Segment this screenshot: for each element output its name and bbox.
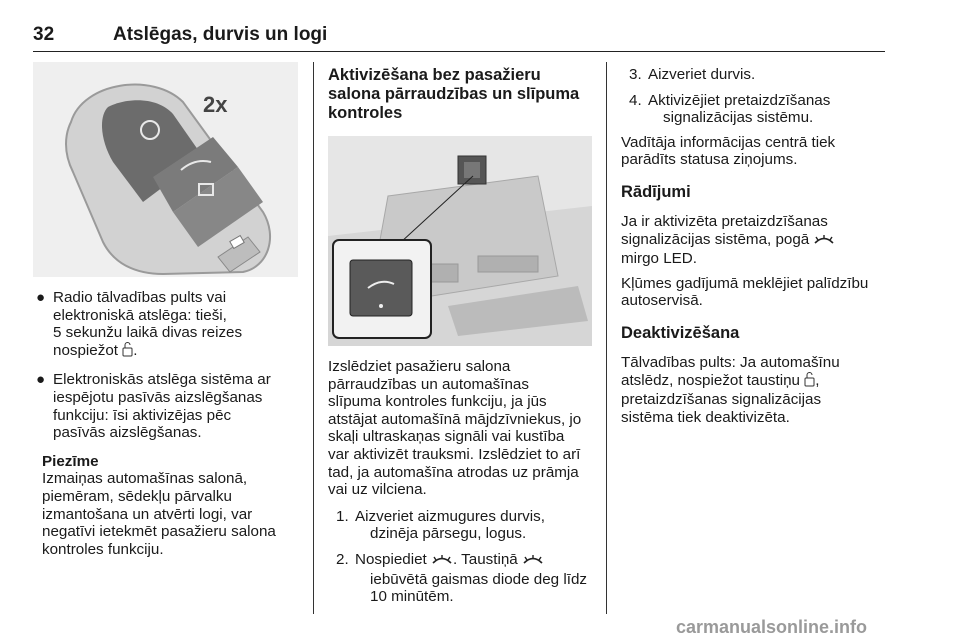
text-span: , <box>815 371 820 389</box>
heading-line: Aktivizēšana bez pasažieru <box>328 66 541 84</box>
column-3 <box>621 66 889 426</box>
deactivation-paragraph <box>621 354 889 426</box>
page-title: Atslēgas, durvis un logi <box>113 24 328 45</box>
text-span: nospiežot <box>53 341 123 359</box>
text-line: izmantošana un atvērti logi, var <box>42 505 253 523</box>
text-line: pasīvās aizslēgšanas. <box>53 424 202 442</box>
text-line: pretaizdzīšanas signalizācijas <box>621 391 822 409</box>
text-line: sistēma tiek deaktivizēta. <box>621 408 790 426</box>
bullet-dot: ● <box>36 371 46 389</box>
text-line <box>53 342 301 362</box>
figure-key-label: 2x <box>203 92 228 117</box>
text-line: pārraudzības un automašīnas <box>328 375 529 393</box>
section-heading: Deaktivizēšana <box>621 323 740 342</box>
car-alarm-icon <box>522 553 544 571</box>
text-span: atslēdz, nospiežot taustiņu <box>621 371 805 389</box>
step-number: 3. <box>629 66 642 83</box>
text-line: kontroles funkciju. <box>42 540 164 558</box>
heading-line: salona pārraudzības un slīpuma <box>328 85 580 103</box>
bullet-item-2 <box>33 371 301 441</box>
text-line: funkciju: īsi aktivizējas pēc <box>53 406 232 424</box>
section-heading: Rādījumi <box>621 182 691 201</box>
step-number: 4. <box>629 91 642 109</box>
text-line: Aizveriet durvis. <box>648 66 756 83</box>
text-span: . <box>133 341 138 359</box>
text-line: elektroniskā atslēga: tieši, <box>53 306 227 324</box>
header-rule <box>33 51 885 52</box>
text-line: iebūvētā gaismas diode deg līdz <box>370 570 587 588</box>
text-line: iespējotu pasīvās aizslēgšanas <box>53 388 263 406</box>
note-title: Piezīme <box>42 452 99 470</box>
text-line: dzinēja pārsegu, logus. <box>370 525 527 543</box>
status-paragraph <box>621 134 889 169</box>
text-line: signalizācijas sistēmu. <box>663 109 814 127</box>
text-span: signalizācijas sistēma, pogā <box>621 230 814 248</box>
text-line: Ja ir aktivizēta pretaizdzīšanas <box>621 212 828 230</box>
text-line <box>621 372 889 392</box>
text-line: vai uz vilciena. <box>328 481 427 499</box>
text-line: 10 minūtēm. <box>370 588 454 606</box>
text-line: piemēram, sēdekļu pārvalku <box>42 487 232 505</box>
text-line: Kļūmes gadījumā meklējiet palīdzību <box>621 274 869 292</box>
unlock-icon <box>122 342 133 362</box>
step-number: 1. <box>336 507 349 525</box>
heading-line: kontroles <box>328 104 403 122</box>
signals-paragraph <box>621 213 889 268</box>
text-line: slīpuma kontroles funkciju, ja jūs <box>328 393 547 411</box>
text-line: negatīvi ietekmēt pasažieru salona <box>42 523 276 541</box>
text-line: Tālvadības pults: Ja automašīnu <box>621 353 840 371</box>
step-4 <box>621 92 889 127</box>
text-line: parādīts statusa ziņojums. <box>621 151 798 169</box>
column-2 <box>328 66 596 123</box>
bullet-dot: ● <box>36 289 46 306</box>
car-alarm-icon <box>431 553 453 571</box>
text-span: Nospiediet <box>355 550 431 568</box>
key-fob-figure <box>33 62 298 277</box>
step-1 <box>328 508 598 543</box>
car-alarm-icon <box>813 233 835 251</box>
text-line: Izslēdziet pasažieru salona <box>328 358 511 375</box>
section-heading <box>328 66 596 123</box>
text-line <box>621 231 889 251</box>
text-line: 5 sekunžu laikā divas reizes <box>53 324 243 342</box>
text-span: . Taustiņā <box>452 550 522 568</box>
text-line: autoservisā. <box>621 292 703 310</box>
text-line <box>355 551 598 571</box>
roof-console-illustration <box>328 136 592 346</box>
text-line: atstājat automašīnā mājdzīvniekus, jo <box>328 410 582 428</box>
page-number: 32 <box>33 24 55 45</box>
roof-console-figure <box>328 136 592 346</box>
text-line: Elektroniskās atslēga sistēma ar <box>53 371 271 389</box>
step-number: 2. <box>336 550 349 568</box>
text-line: var aktivizēt trauksmi. Izslēdziet to arī <box>328 445 581 463</box>
key-fob-illustration <box>33 62 298 277</box>
text-line: Aizveriet aizmugures durvis, <box>355 507 545 525</box>
unlock-icon <box>804 372 815 392</box>
text-line: Aktivizējiet pretaizdzīšanas <box>648 91 831 109</box>
text-line: Radio tālvadības pults vai <box>53 289 227 306</box>
note-block <box>33 453 301 559</box>
bullet-item-1 <box>33 289 301 361</box>
column-2-text <box>328 358 598 606</box>
text-line: mirgo LED. <box>621 250 697 268</box>
step-2 <box>328 551 598 606</box>
column-1 <box>33 289 301 558</box>
fault-paragraph <box>621 275 889 310</box>
page-header <box>33 22 885 52</box>
column-divider-1 <box>313 62 314 614</box>
text-line: tad, ja automašīna atrodas uz prāmja <box>328 463 579 481</box>
text-line: Vadītāja informācijas centrā tiek <box>621 133 836 151</box>
text-line: Izmaiņas automašīnas salonā, <box>42 470 248 488</box>
column-divider-2 <box>606 62 607 614</box>
watermark: carmanualsonline.info <box>676 617 868 637</box>
text-line: skaļi ultraskaņas signāli vai kustība <box>328 428 565 446</box>
step-3 <box>621 66 889 84</box>
